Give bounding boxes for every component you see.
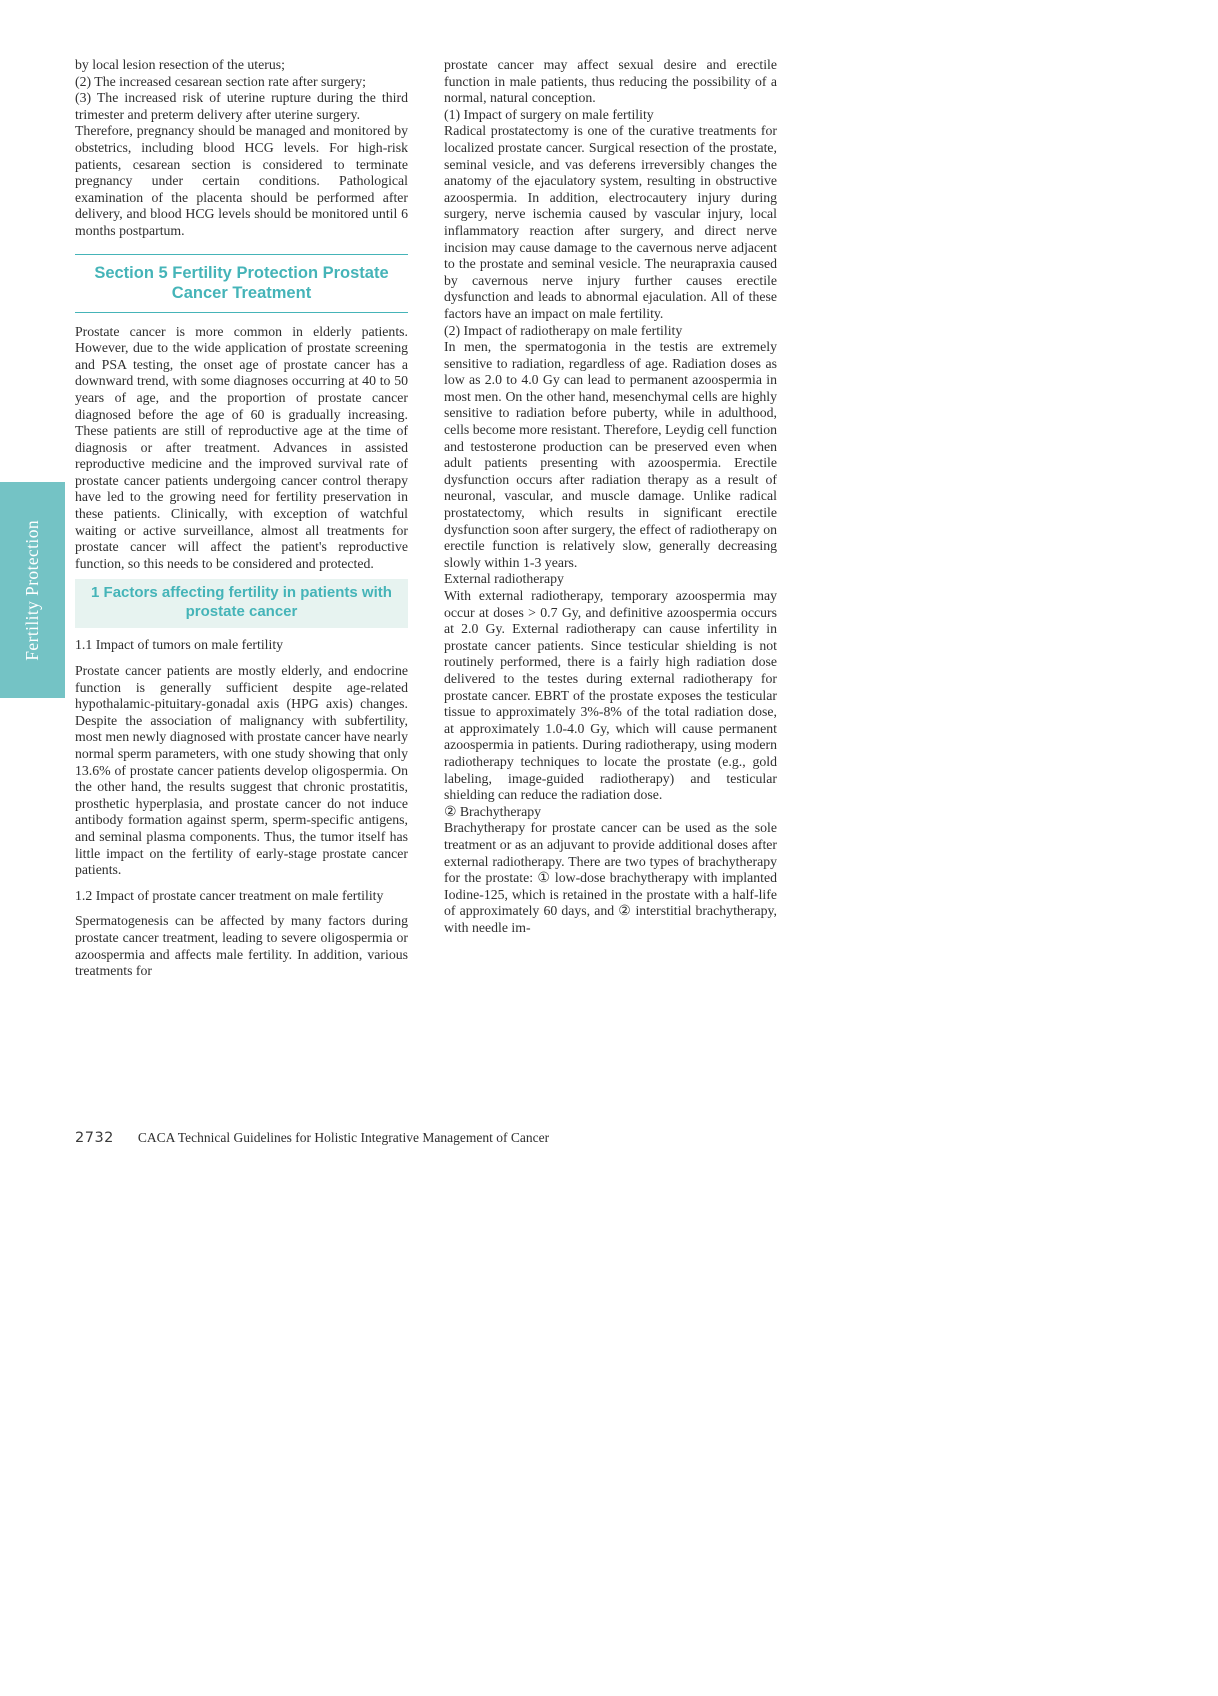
paragraph: Radical prostatectomy is one of the curative treatments for localized prostate cancer. Surgical resection of the prostate, seminal vesicle, and vas deferens irreversibly changes the anatomy of the ejaculatory system, resulting in obstructive azoospermia. In addition, electrocautery injury during surgery, nerve ischemia caused by vascular injury, local inflammatory reaction after surgery, and direct nerve incision may cause damage to the cavernous nerve adjacent to the prostate and seminal vesicle. The neurapraxia caused by cavernous nerve injury further causes erectile dysfunction and leads to abnormal ejaculation. All of these factors have an impact on male fertility.: [444, 123, 777, 321]
paragraph: With external radiotherapy, temporary azoospermia may occur at doses > 0.7 Gy, and definitive azoospermia occurs at 2.0 Gy. External radiotherapy can cause infertility in prostate cancer patients. Since testicular shielding is not routinely performed, there is a fairly high radiation dose delivered to the testes during external radiotherapy for prostate cancer. EBRT of the prostate exposes the testicular tissue to approximately 3%-8% of the total radiation dose, at approximately 1.0-4.0 Gy, which will cause permanent azoospermia in patients. During radiotherapy, using modern radiotherapy techniques to locate the prostate (e.g., gold labeling, image-guided radiotherapy) and testicular shielding can reduce the radiation dose.: [444, 588, 777, 803]
paragraph: (3) The increased risk of uterine rupture during the third trimester and preterm delivery after uterine surgery.: [75, 90, 408, 122]
section-heading: Section 5 Fertility Protection Prostate Cancer Treatment: [75, 254, 408, 313]
column-left: [75, 57, 408, 980]
paragraph: (2) Impact of radiotherapy on male fertility: [444, 322, 683, 338]
paragraph: Spermatogenesis can be affected by many factors during prostate cancer treatment, leading to severe oligospermia or azoospermia and affects male fertility. In addition, various treatments for: [75, 913, 408, 979]
paragraph: Prostate cancer is more common in elderly patients. However, due to the wide application of prostate screening and PSA testing, the onset age of prostate cancer has a downward trend, with some diagnoses occurring at 40 to 50 years of age, and the proportion of prostate cancer diagnosed before the age of 60 is gradually increasing. These patients are still of reproductive age at the time of diagnosis or after treatment. Advances in assisted reproductive medicine and the improved survival rate of prostate cancer patients undergoing cancer control therapy have led to the growing need for fertility preservation in these patients. Clinically, with exception of watchful waiting or active surveillance, almost all treatments for prostate cancer will affect the patient's reproductive function, so this needs to be considered and protected.: [75, 323, 408, 571]
subsection-heading: 1.1 Impact of tumors on male fertility: [75, 637, 284, 653]
paragraph: Prostate cancer patients are mostly elderly, and endocrine function is generally sufficient despite age-related hypothalamic-pituitary-gonadal axis (HPG axis) changes. Despite the association of malignancy with subfertility, most men newly diagnosed with prostate cancer have nearly normal sperm parameters, with one study showing that only 13.6% of prostate cancer patients develop oligospermia. On the other hand, the results suggest that chronic prostatitis, prosthetic hyperplasia, and prostate cancer do not induce antibody formation against sperm, sperm-specific antigens, and seminal plasma components. Thus, the tumor itself has little impact on the fertility of early-stage prostate cancer patients.: [75, 663, 408, 878]
paragraph: ② Brachytherapy: [444, 803, 542, 819]
paragraph: prostate cancer may affect sexual desire and erectile function in male patients, thus reducing the possibility of a normal, natural conception.: [444, 57, 777, 106]
subsection-heading: 1.2 Impact of prostate cancer treatment on male fertility: [75, 887, 384, 903]
paragraph: Brachytherapy for prostate cancer can be used as the sole treatment or as an adjuvant to provide additional doses after external radiotherapy. There are two types of brachytherapy for the prostate: ① low-dose brachytherapy with implanted Iodine-125, which is retained in the prostate with a half-life of approximately 60 days, and ② interstitial brachytherapy, with needle im-: [444, 820, 777, 935]
paragraph: Therefore, pregnancy should be managed and monitored by obstetrics, including blood HCG levels. For high-risk patients, cesarean section is considered to terminate pregnancy under certain conditions. Pathological examination of the placenta should be performed after delivery, and blood HCG levels should be monitored until 6 months postpartum.: [75, 123, 408, 238]
text-columns: [75, 57, 777, 980]
paragraph: (2) The increased cesarean section rate after surgery;: [75, 73, 366, 89]
paragraph: External radiotherapy: [444, 571, 564, 587]
running-title: CACA Technical Guidelines for Holistic Integrative Management of Cancer: [137, 1130, 550, 1145]
chapter-subheading: 1 Factors affecting fertility in patients with prostate cancer: [75, 579, 408, 628]
footer: [75, 1130, 549, 1146]
paragraph: by local lesion resection of the uterus;: [75, 57, 285, 72]
sidebar-tab: [0, 482, 65, 698]
paragraph: In men, the spermatogonia in the testis are extremely sensitive to radiation, regardless of age. Radiation doses as low as 2.0 to 4.0 Gy can lead to permanent azoospermia in most men. On the other hand, mesenchymal cells are highly sensitive to radiation before puberty, while in adulthood, cells become more resistant. Therefore, Leydig cell function and testosterone production can be preserved even when adult patients presenting with azoospermia. Erectile dysfunction occurs after radiation therapy as a result of neuronal, vascular, and muscle damage. Unlike radical prostatectomy, which results in significant erectile dysfunction soon after surgery, the effect of radiotherapy on erectile function is relatively slow, generally decreasing slowly within 1-3 years.: [444, 339, 777, 570]
sidebar-tab-label: Fertility Protection: [22, 519, 42, 661]
column-right: [444, 57, 777, 980]
paragraph: (1) Impact of surgery on male fertility: [444, 106, 654, 122]
page-number: 2732: [75, 1130, 114, 1146]
